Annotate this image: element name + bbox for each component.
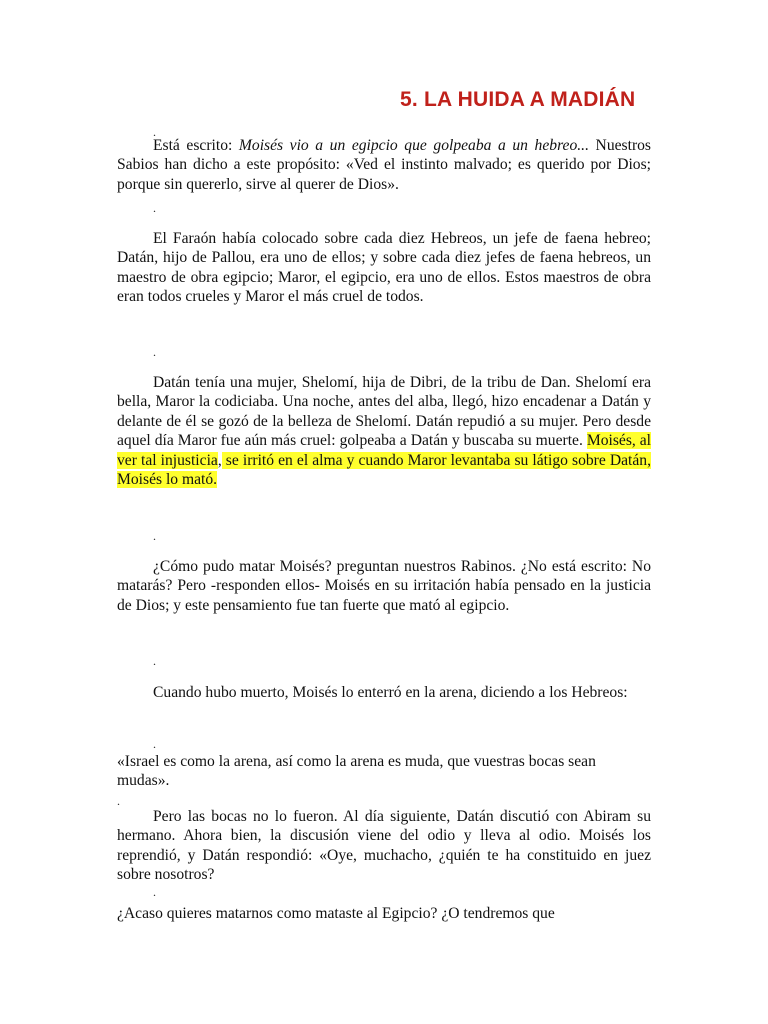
paragraph-5: Cuando hubo muerto, Moisés lo enterró en la arena, diciendo a los Hebreos: — [153, 684, 628, 701]
paragraph-1 — [117, 136, 651, 194]
paragraph-3 — [117, 373, 651, 489]
separator-dot: . — [117, 794, 120, 808]
p3-comma: , — [217, 451, 222, 469]
p4-text: ¿Cómo pudo matar Moisés? preguntan nuestros Rabinos. ¿No está escrito: No matarás? Pero -responden ellos- Moisés en su irritación había pensado en la justicia de Dios; y este pensamiento fue tan fuerte que mató al egipcio. — [117, 558, 651, 614]
chapter-title: 5. LA HUIDA A MADIÁN — [400, 88, 636, 111]
paragraph-8: ¿Acaso quieres matarnos como mataste al Egipcio? ¿O tendremos que — [117, 905, 555, 922]
separator-dot: . — [153, 529, 156, 543]
p1-text-b: Nuestros Sabios han dicho a este propósito: «Ved el instinto malvado; es querido por Dios; porque sin quererlo, sirve al querer de Dios». — [117, 137, 651, 193]
separator-dot: . — [153, 345, 156, 359]
p1-italic-text: Moisés vio a un egipcio que golpeaba a un hebreo... — [238, 137, 589, 154]
separator-dot: . — [153, 885, 156, 899]
p3-text: Datán tenía una mujer, Shelomí, hija de Dibri, de la tribu de Dan. Shelomí era bella, Maror la codiciaba. Una noche, antes del alba, llegó, hizo encadenar a Datán y delante de él se gozó de la belleza de Shelomí. Datán repudió a su mujer. Pero desde aquel día Maror fue aún más cruel: golpeaba a Datán y buscaba su muerte. — [117, 374, 651, 450]
separator-dot: . — [153, 737, 156, 751]
separator-dot: . — [153, 201, 156, 215]
p1-text-a: Está escrito: — [153, 137, 239, 154]
paragraph-7 — [117, 807, 651, 885]
separator-dot: . — [153, 125, 156, 139]
p2-text: El Faraón había colocado sobre cada diez Hebreos, un jefe de faena hebreo; Datán, hijo de Pallou, era uno de ellos; y sobre cada diez jefes de faena hebreos, un maestro de obra egipcio; Maror, el egipcio, era uno de ellos. Estos maestros de obra eran todos crueles y Maror el más cruel de todos. — [117, 230, 651, 306]
separator-dot: . — [153, 654, 156, 668]
paragraph-2 — [117, 229, 651, 307]
highlight-injustice: Moisés, al ver tal injusticia — [117, 432, 651, 469]
paragraph-6-quote: «Israel es como la arena, así como la arena es muda, que vuestras bocas sean mudas». — [117, 753, 596, 790]
paragraph-4 — [117, 557, 651, 615]
p7-text: Pero las bocas no lo fueron. Al día siguiente, Datán discutió con Abiram su hermano. Ahora bien, la discusión viene del odio y lleva al odio. Moisés los reprendió, y Datán respondió: «Oye, muchacho, ¿quién te ha constituido en juez sobre nosotros? — [117, 808, 651, 884]
highlight-moses-killed: se irritó en el alma y cuando Maror levantaba su látigo sobre Datán, Moisés lo mató. — [117, 451, 651, 489]
